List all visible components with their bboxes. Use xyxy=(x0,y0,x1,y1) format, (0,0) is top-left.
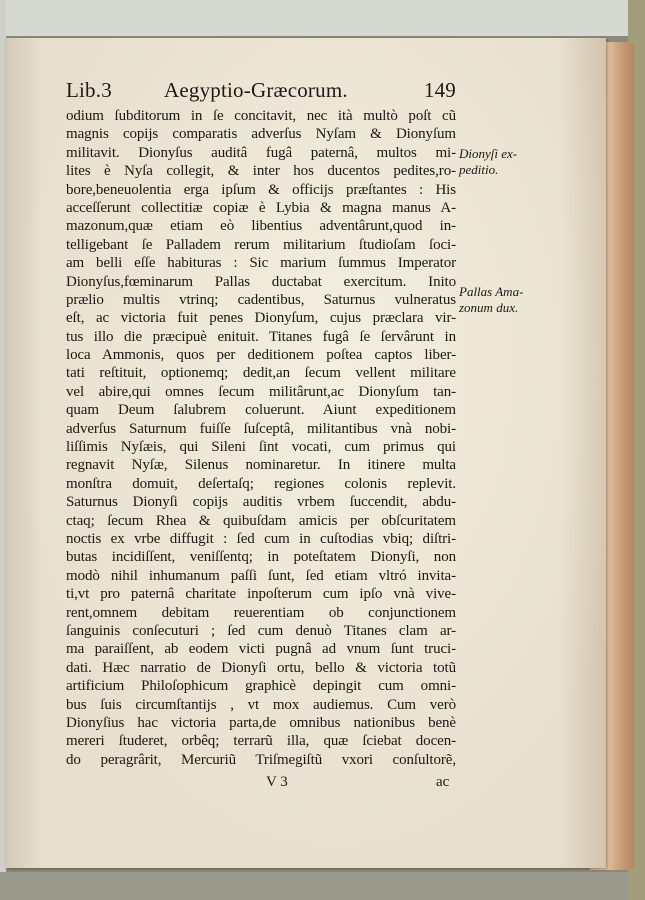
text-line: ma paraiſſent, ab eodem victi pugnâ ad vnum ſunt truci- xyxy=(66,641,456,658)
text-line: ti,vt pro paternâ charitate inpoſterum cum ipſo vnà vive- xyxy=(66,586,456,603)
margin-note-line: Dionyſi ex- xyxy=(459,146,518,161)
text-line: rent,omnem debitam reuerentiam ob conjunctionem xyxy=(66,604,456,621)
margin-note-line: Pallas Ama- xyxy=(459,284,524,299)
scan-background-bottom xyxy=(0,872,645,900)
text-line: dati. Hæc narratio de Dionyſi ortu, bello & victoria totũ xyxy=(66,659,456,676)
page-number: 149 xyxy=(423,78,456,102)
text-line: bus ſuis circumſtantijs , vt mox audiemus. Cum verò xyxy=(66,696,456,713)
text-line: mazonum,quæ etiam eò libentius adventârunt,quod in- xyxy=(66,218,456,235)
text-line: am belli eſſe habituras : Sic marium ſummus Imperator xyxy=(66,255,456,272)
signature-mark: V 3 xyxy=(266,774,288,790)
text-line: Dionyſus,fœminarum Pallas ductabat exercitum. Inito xyxy=(66,273,456,290)
text-line: ſanguinis conſecuturi ; ſed cum denuò Titanes clam ar- xyxy=(66,622,456,639)
running-head xyxy=(66,78,456,106)
page-footer xyxy=(66,774,456,794)
text-line: eſt, ac victoria fuit penes Dionyſum, cujus præclara vir- xyxy=(66,310,456,327)
book-number: Lib.3 xyxy=(66,78,112,102)
text-line: modò nihil inhumanum paſſi ſunt, ſed etiam vltró invita- xyxy=(66,567,456,584)
text-line: Dionyſius hac victoria parta,de omnibus nationibus benè xyxy=(66,714,456,731)
text-line: militavit. Dionyſus auditâ fugâ paternâ, multos mi- xyxy=(66,144,456,161)
text-line: prælio multis vtrinq; cadentibus, Saturnus vulneratus xyxy=(66,291,456,308)
text-line: bore,beneuolentia erga ipſum & officijs præſtantes : His xyxy=(66,181,456,198)
text-line: quam Deum ſalubrem coluerunt. Aiunt expeditionem xyxy=(66,402,456,419)
text-line: monſtra domuit, deſertaſq; regiones colonis replevit. xyxy=(66,475,456,492)
running-title: Aegyptio-Græcorum. xyxy=(164,78,348,102)
margin-note-pallas-amazonum-dux xyxy=(459,284,523,316)
catchword: ac xyxy=(436,774,450,790)
text-line: ctaq; ſecum Rhea & quibuſdam amicis per obſcuritatem xyxy=(66,512,456,529)
text-line: liſſimis Nyſæis, qui Sileni ſint vocati, cum primus qui xyxy=(66,439,456,456)
text-line: telligebant ſe Palladem rerum militarium ſtudioſam ſoci- xyxy=(66,236,456,253)
text-line: loca Ammonis, quos per deditionem poſtea captos liber- xyxy=(66,347,456,364)
scan-background-top xyxy=(0,0,645,36)
text-line: Saturnus Dionyſi copijs auditis vrbem ſuccendit, abdu- xyxy=(66,494,456,511)
text-line: tus illo die præcipuè enituit. Titanes fugâ ſe ſervârunt in xyxy=(66,328,456,345)
text-line: magnis copijs comparatis adverſus Nyſam & Dionyſum xyxy=(66,126,456,143)
margin-note-dionysi-expeditio xyxy=(459,146,517,178)
text-line: lites è Nyſa collegit, & inter hos ducentos pedites,ro- xyxy=(66,163,456,180)
text-line: odium ſubditorum in ſe concitavit, nec ità multò poſt cũ xyxy=(66,108,456,124)
text-line: mereri ſtuderet, orbêq; terrarũ illa, quæ ſciebat docen- xyxy=(66,733,456,750)
margin-note-line: zonum dux. xyxy=(459,300,519,315)
text-line: acceſſerunt collectitiæ copiæ è Lybia & magna manus A- xyxy=(66,199,456,216)
margin-note-line: peditio. xyxy=(459,162,499,177)
main-text-block xyxy=(66,107,456,769)
text-line: noctis ex vrbe diffugit : ſed cum in cuſtodias vbiq; diſtri- xyxy=(66,530,456,547)
text-line: vel abire,qui omnes ſecum militârunt,ac Dionyſum tan- xyxy=(66,383,456,400)
text-line: butas incidiſſent, veniſſentq; in poteſtatem Dionyſi, non xyxy=(66,549,456,566)
text-line: do peragrârit, Mercuriũ Triſmegiſtũ vxori conſultorẽ, xyxy=(66,751,456,768)
text-line: artificium Philoſophicum graphicè depingit cum omni- xyxy=(66,678,456,695)
text-line: tati reſtituit, optionemq; dedit,an ſecum vellent militare xyxy=(66,365,456,382)
text-line: regnavit Nyſæ, Silenus nominaretur. In itinere multa xyxy=(66,457,456,474)
text-line: adverſus Saturnum fuiſſe ſuſceptâ, militantibus vnà nobi- xyxy=(66,420,456,437)
